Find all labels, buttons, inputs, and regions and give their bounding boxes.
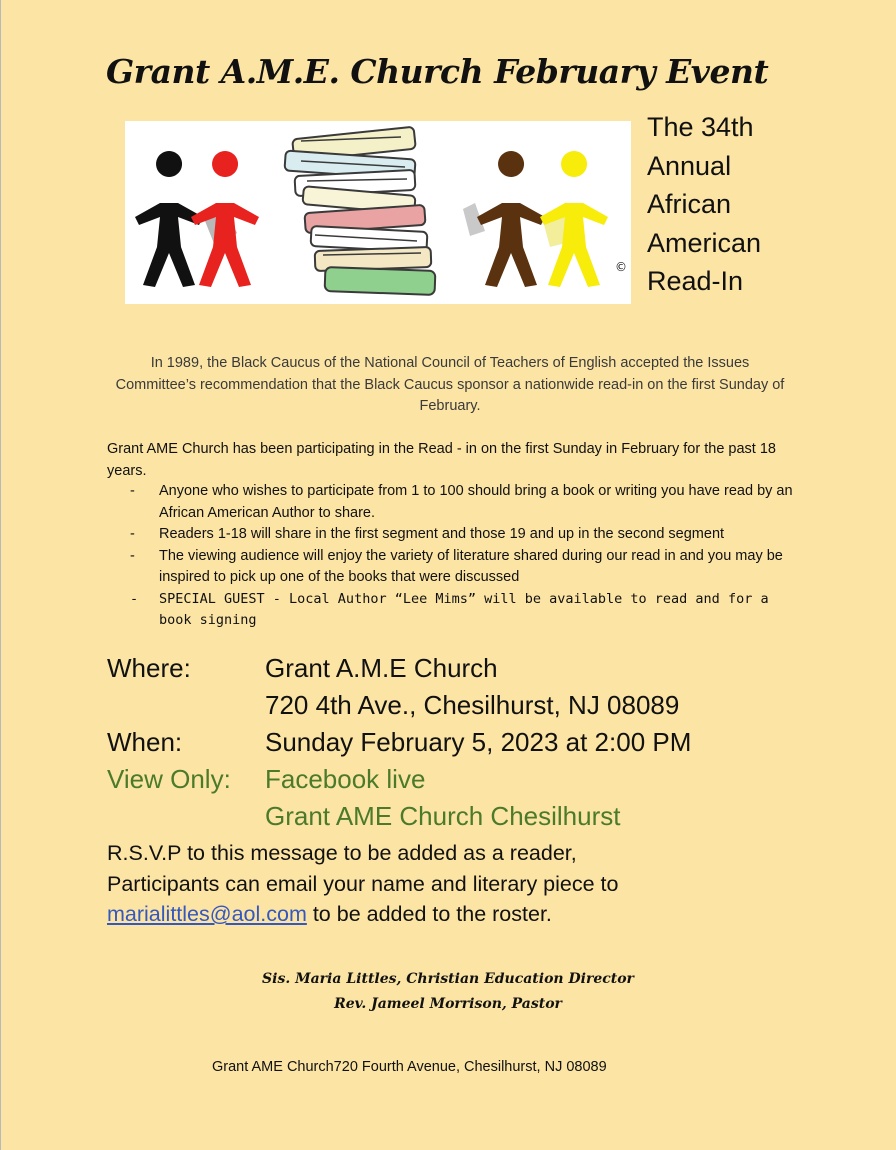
read-in-heading-line: African: [647, 189, 732, 219]
copyright-symbol: ©: [615, 260, 627, 274]
signature-pastor: Rev. Jameel Morrison, Pastor: [334, 996, 562, 1012]
red-figure-icon: [191, 151, 259, 287]
participation-paragraph: Grant AME Church has been participating in the Read - in on the first Sunday in February for the past 18 years.: [107, 441, 776, 479]
list-item: [130, 546, 800, 589]
yellow-figure-icon: [540, 151, 608, 287]
rsvp-line: [107, 899, 618, 930]
history-paragraph: In 1989, the Black Caucus of the National Council of Teachers of English accepted the Issues Committee’s recommendation that the Black Caucus sponsor a nationwide read-in on the first Sunday of February.: [115, 355, 785, 414]
brown-figure-icon: [477, 151, 545, 287]
view-only-value: Facebook live: [265, 764, 426, 794]
bullet-dash: -: [130, 526, 135, 542]
signature-director: Sis. Maria Littles, Christian Education Director: [262, 971, 634, 987]
when-value: Sunday February 5, 2023 at 2:00 PM: [265, 727, 692, 757]
view-only-label: View Only:: [107, 764, 231, 794]
rsvp-line-rest: to be added to the roster.: [306, 902, 552, 926]
rsvp-line: Participants can email your name and literary piece to: [107, 871, 619, 896]
list-item: [130, 589, 800, 632]
when-label: When:: [107, 727, 183, 757]
view-only-value-2: Grant AME Church Chesilhurst: [265, 801, 621, 831]
rsvp-block: [107, 838, 618, 930]
book-stack-icon: [284, 127, 435, 295]
read-in-heading-line: American: [647, 227, 762, 258]
rsvp-line: R.S.V.P to this message to be added as a reader,: [107, 841, 577, 865]
where-label: Where:: [107, 653, 191, 683]
bullet-dash: -: [130, 590, 139, 607]
bullet-dash: -: [130, 483, 135, 499]
list-item: [130, 524, 800, 546]
when-row: [107, 727, 692, 758]
where-row: [107, 653, 498, 684]
list-item-text: SPECIAL GUEST - Local Author “Lee Mims” will be available to read and for a book signing: [159, 590, 769, 628]
details-bullet-list: [130, 481, 800, 632]
read-in-heading-line: Read-In: [647, 266, 744, 296]
footer-address: Grant AME Church720 Fourth Avenue, Chesilhurst, NJ 08089: [212, 1059, 607, 1075]
email-link[interactable]: marialittles@aol.com: [107, 902, 307, 926]
list-item-text: Anyone who wishes to participate from 1 to 100 should bring a book or writing you have read by an African American Author to share.: [159, 483, 793, 521]
list-item-text: Readers 1-18 will share in the first segment and those 19 and up in the second segment: [159, 526, 725, 542]
read-in-heading-line: Annual: [647, 150, 732, 181]
address-value: 720 4th Ave., Chesilhurst, NJ 08089: [265, 690, 680, 720]
list-item: [130, 481, 800, 524]
page-title: Grant A.M.E. Church February Event: [106, 52, 769, 91]
read-in-heading-line: The 34th: [647, 112, 754, 142]
bullet-dash: -: [130, 547, 135, 564]
list-item-text: The viewing audience will enjoy the variety of literature shared during our read in and you may be inspired to pick up one of the books that were discussed: [159, 547, 783, 585]
view-only-row: [107, 764, 426, 795]
where-value: Grant A.M.E Church: [265, 653, 498, 683]
read-in-banner-image: [125, 121, 631, 304]
read-in-heading: [647, 108, 761, 301]
